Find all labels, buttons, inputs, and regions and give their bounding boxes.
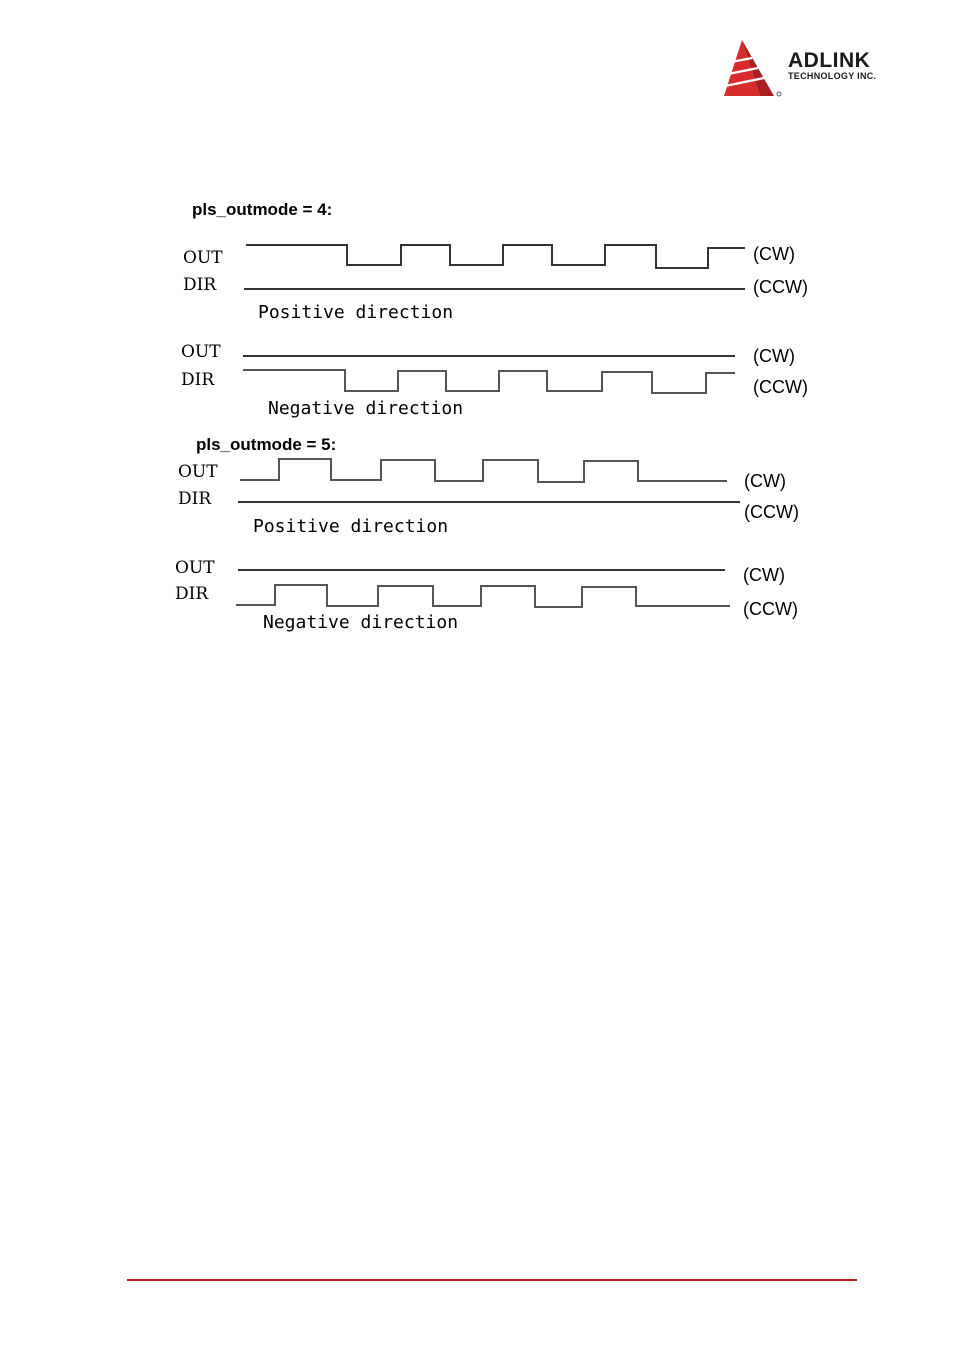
- out-signal-label: OUT: [178, 462, 218, 482]
- direction-caption: Positive direction: [258, 302, 454, 323]
- dir-waveform-pulses: [243, 370, 735, 393]
- ccw-tag: (CCW): [744, 502, 799, 522]
- out-waveform-pulses: [240, 459, 727, 482]
- ccw-tag: (CCW): [753, 377, 808, 397]
- out-waveform-pulses: [246, 245, 745, 268]
- logo-subtitle: TECHNOLOGY INC.: [788, 71, 877, 81]
- dir-signal-label: DIR: [181, 370, 215, 390]
- mode-heading: pls_outmode = 5:: [196, 435, 337, 454]
- dir-signal-label: DIR: [175, 584, 209, 604]
- direction-caption: Positive direction: [253, 516, 449, 537]
- cw-tag: (CW): [743, 565, 785, 585]
- logo-brand: ADLINK: [788, 49, 871, 72]
- cw-tag: (CW): [744, 471, 786, 491]
- dir-waveform-pulses: [236, 585, 730, 607]
- out-signal-label: OUT: [183, 248, 223, 268]
- dir-signal-label: DIR: [178, 489, 212, 509]
- cw-tag: (CW): [753, 346, 795, 366]
- dir-signal-label: DIR: [183, 275, 217, 295]
- cw-tag: (CW): [753, 244, 795, 264]
- out-signal-label: OUT: [181, 342, 221, 362]
- footer-divider: [127, 1279, 857, 1281]
- ccw-tag: (CCW): [743, 599, 798, 619]
- direction-caption: Negative direction: [268, 398, 464, 419]
- mode-heading: pls_outmode = 4:: [192, 200, 333, 219]
- ccw-tag: (CCW): [753, 277, 808, 297]
- direction-caption: Negative direction: [263, 612, 459, 633]
- out-signal-label: OUT: [175, 558, 215, 578]
